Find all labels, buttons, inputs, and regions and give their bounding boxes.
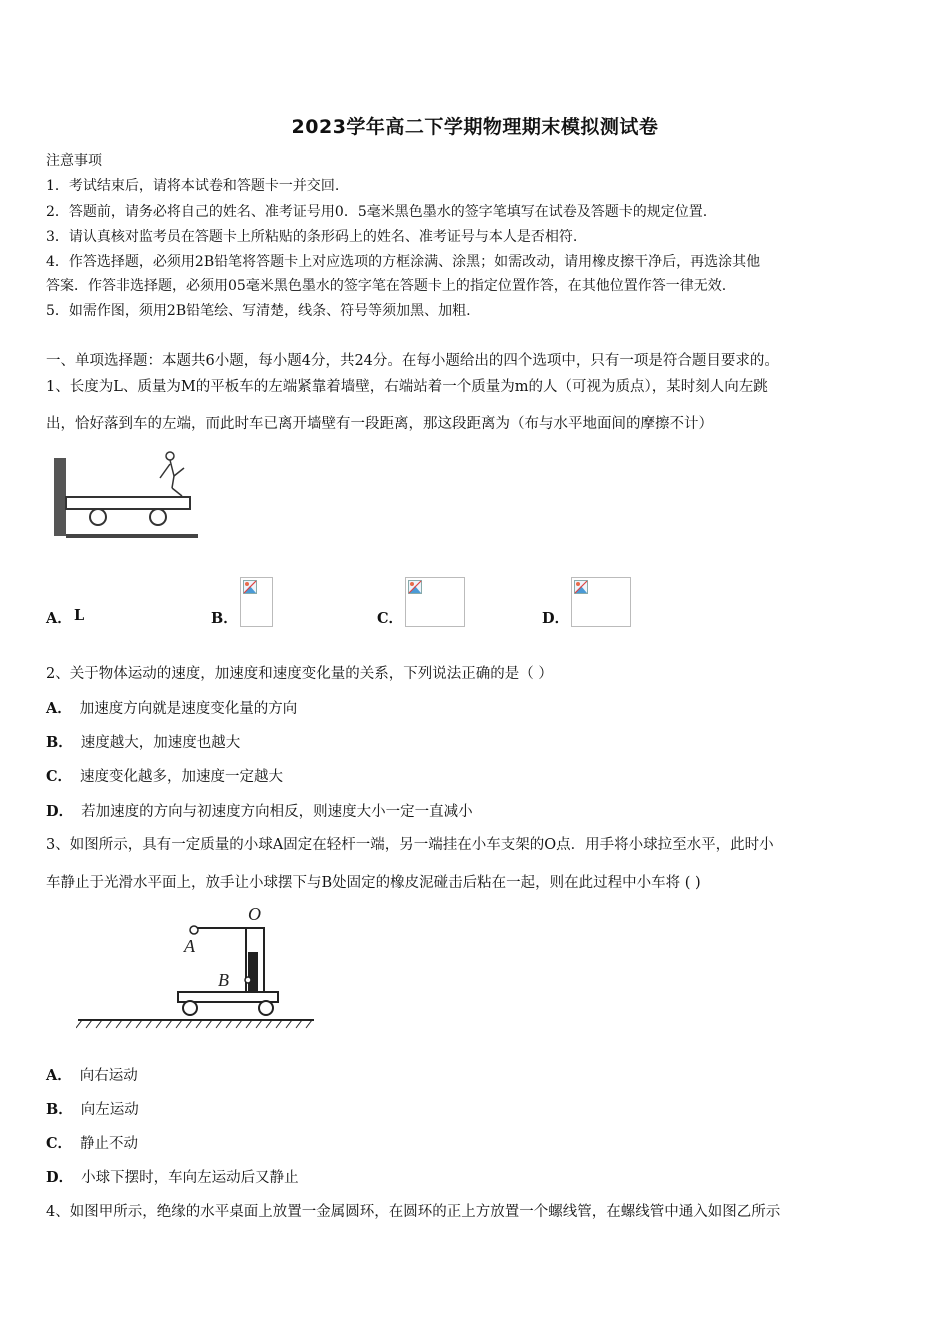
q1-option-d-image (571, 577, 631, 627)
notice-item: 答案．作答非选择题，必须用05毫米黑色墨水的签字笔在答题卡上的指定位置作答，在其他位置作答一律无效. (46, 278, 727, 294)
cart-wheel (90, 509, 106, 525)
option-label: D． (46, 1169, 74, 1186)
label-o: O (248, 904, 261, 924)
person-figure (160, 452, 184, 496)
ball-a (190, 926, 198, 934)
option-text: 若加速度的方向与初速度方向相反，则速度大小一定一直减小 (81, 804, 473, 820)
q3-option-a (46, 1067, 138, 1085)
cart-wheel (150, 509, 166, 525)
notice-item: 3．请认真核对监考员在答题卡上所粘贴的条形码上的姓名、准考证号与本人是否相符. (46, 229, 578, 245)
q1-option-c-image (405, 577, 465, 627)
broken-image-icon (408, 580, 422, 594)
question-4-line-1: 4、如图甲所示，绝缘的水平桌面上放置一金属圆环，在圆环的正上方放置一个螺线管，在螺线管中通入如图乙所示 (46, 1204, 781, 1220)
notice-item: 2．答题前，请务必将自己的姓名、准考证号用0．5毫米黑色墨水的签字笔填写在试卷及答题卡的规定位置. (46, 204, 708, 220)
question-1-line-2: 出，恰好落到车的左端，而此时车已离开墙壁有一段距离，那这段距离为（布与水平地面间的摩擦不计） (46, 416, 713, 432)
option-text: 速度越大，加速度也越大 (80, 735, 241, 751)
option-label: C． (46, 1135, 73, 1152)
q3-option-b (46, 1101, 139, 1119)
wall (54, 458, 66, 536)
option-label: B． (46, 1101, 73, 1118)
q2-option-b (46, 734, 240, 752)
ball-b (245, 977, 251, 983)
cart-wheel (183, 1001, 197, 1015)
cart-body (178, 992, 278, 1002)
option-label: C． (46, 768, 73, 785)
q1-option-b-label: B． (211, 610, 238, 627)
q1-cart-figure (50, 450, 202, 542)
q3-cart-pendulum-figure (76, 900, 316, 1030)
q1-option-a-value: L (74, 607, 85, 624)
option-text: 向右运动 (79, 1068, 138, 1084)
q1-option-d-label: D． (542, 610, 570, 627)
q2-option-a (46, 700, 297, 718)
notice-heading: 注意事项 (46, 153, 102, 169)
page-title: 2023学年高二下学期物理期末模拟测试卷 (291, 116, 659, 138)
question-3-line-1: 3、如图所示，具有一定质量的小球A固定在轻杆一端，另一端挂在小车支架的O点．用手将小球拉至水平，此时小 (46, 837, 774, 853)
notice-item: 5．如需作图，须用2B铅笔绘、写清楚，线条、符号等须加黑、加粗. (46, 303, 471, 319)
option-label: A． (46, 700, 72, 717)
option-label: A． (46, 1067, 72, 1084)
option-text: 向左运动 (80, 1102, 139, 1118)
option-text: 加速度方向就是速度变化量的方向 (79, 701, 298, 717)
option-label: D． (46, 803, 74, 820)
q1-option-b-image (240, 577, 273, 627)
option-text: 速度变化越多，加速度一定越大 (80, 769, 284, 785)
q2-option-c (46, 768, 283, 786)
clay-block (248, 952, 258, 992)
question-1-line-1: 1、长度为L、质量为M的平板车的左端紧靠着墙壁，右端站着一个质量为m的人（可视为质点），某时刻人向左跳 (46, 379, 768, 395)
notice-item: 1．考试结束后，请将本试卷和答题卡一并交回. (46, 178, 340, 194)
broken-image-icon (243, 580, 257, 594)
question-2-stem: 2、关于物体运动的速度，加速度和速度变化量的关系，下列说法正确的是（ ） (46, 666, 553, 682)
broken-image-icon (574, 580, 588, 594)
cart-wheel (259, 1001, 273, 1015)
question-3-line-2: 车静止于光滑水平面上，放手让小球摆下与B处固定的橡皮泥碰击后粘在一起，则在此过程中小车将 ( ) (46, 875, 701, 891)
option-text: 静止不动 (80, 1136, 139, 1152)
option-label: B． (46, 734, 73, 751)
q1-option-a-label: A． (46, 610, 72, 627)
option-text: 小球下摆时，车向左运动后又静止 (81, 1170, 299, 1186)
ground-hatch (76, 1020, 312, 1028)
notice-item: 4．作答选择题，必须用2B铅笔将答题卡上对应选项的方框涂满、涂黑；如需改动，请用橡皮擦干净后，再选涂其他 (46, 254, 761, 270)
section-heading: 一、单项选择题：本题共6小题，每小题4分，共24分。在每小题给出的四个选项中，只有一项是符合题目要求的。 (46, 353, 779, 369)
q1-option-c-label: C． (377, 610, 404, 627)
label-b: B (218, 970, 229, 990)
q2-option-d (46, 803, 473, 821)
q3-option-c (46, 1135, 138, 1153)
label-a: A (184, 936, 195, 956)
cart-board (66, 497, 190, 509)
q3-option-d (46, 1169, 299, 1187)
